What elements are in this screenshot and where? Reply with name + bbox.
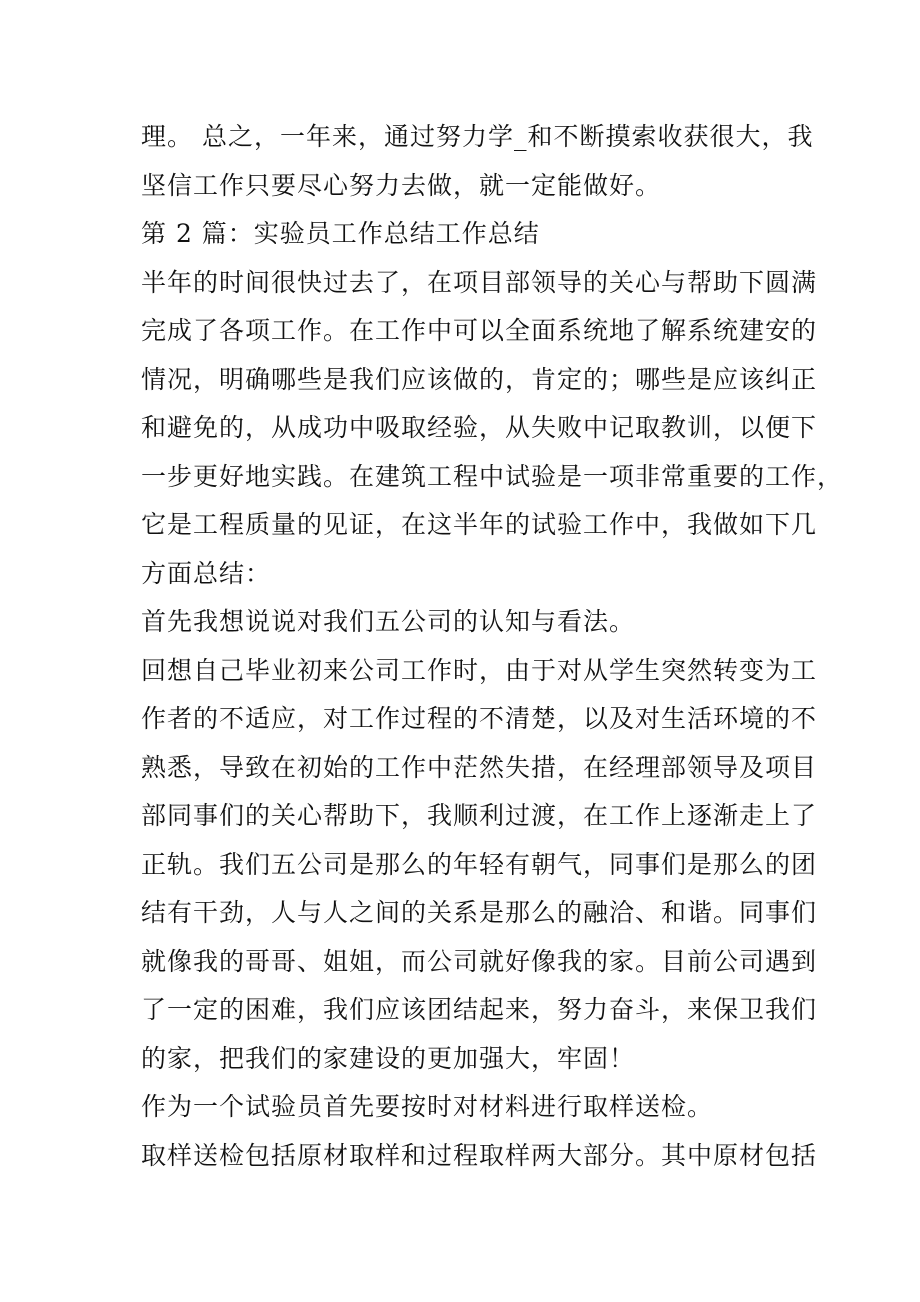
document-body — [141, 113, 844, 1180]
paragraph-line: 理。 总之，一年来，通过努力学_和不断摸索收获很大，我 — [141, 122, 814, 151]
paragraph-line: 取样送检包括原材取样和过程取样两大部分。其中原材包括 — [141, 1140, 818, 1170]
paragraph-line: 结有干劲，人与人之间的关系是那么的融洽、和谐。同事们 — [141, 898, 818, 927]
paragraph-line: 坚信工作只要尽心努力去做，就一定能做好。 — [141, 170, 662, 200]
paragraph-line: 方面总结： — [141, 558, 272, 588]
paragraph-line: 半年的时间很快过去了，在项目部领导的关心与帮助下圆满 — [141, 267, 818, 297]
paragraph-line: 作者的不适应，对工作过程的不清楚，以及对生活环境的不 — [141, 704, 818, 733]
paragraph-line: 情况，明确哪些是我们应该做的，肯定的；哪些是应该纠正 — [141, 364, 818, 394]
paragraph-line: 了一定的困难，我们应该团结起来，努力奋斗，来保卫我们 — [141, 995, 818, 1024]
section-heading: 第 2 篇：实验员工作总结工作总结 — [141, 219, 540, 248]
paragraph-line: 首先我想说说对我们五公司的认知与看法。 — [141, 607, 636, 636]
paragraph-line: 回想自己毕业初来公司工作时，由于对从学生突然转变为工 — [141, 655, 818, 685]
paragraph-line: 就像我的哥哥、姐姐，而公司就好像我的家。目前公司遇到 — [141, 946, 818, 976]
paragraph-line: 完成了各项工作。在工作中可以全面系统地了解系统建安的 — [141, 316, 818, 345]
paragraph-line: 的家，把我们的家建设的更加强大，牢固！ — [141, 1043, 636, 1073]
paragraph-line: 一步更好地实践。在建筑工程中试验是一项非常重要的工作， — [141, 461, 844, 491]
paragraph-line: 和避免的，从成功中吸取经验，从失败中记取教训，以便下 — [141, 413, 818, 442]
paragraph-line: 它是工程质量的见证，在这半年的试验工作中，我做如下几 — [141, 510, 818, 539]
paragraph-line: 部同事们的关心帮助下，我顺利过渡，在工作上逐渐走上了 — [141, 801, 818, 830]
paragraph-line: 正轨。我们五公司是那么的年轻有朝气，同事们是那么的团 — [141, 849, 818, 879]
paragraph-line: 熟悉，导致在初始的工作中茫然失措，在经理部领导及项目 — [141, 752, 818, 782]
paragraph-line: 作为一个试验员首先要按时对材料进行取样送检。 — [141, 1092, 714, 1121]
